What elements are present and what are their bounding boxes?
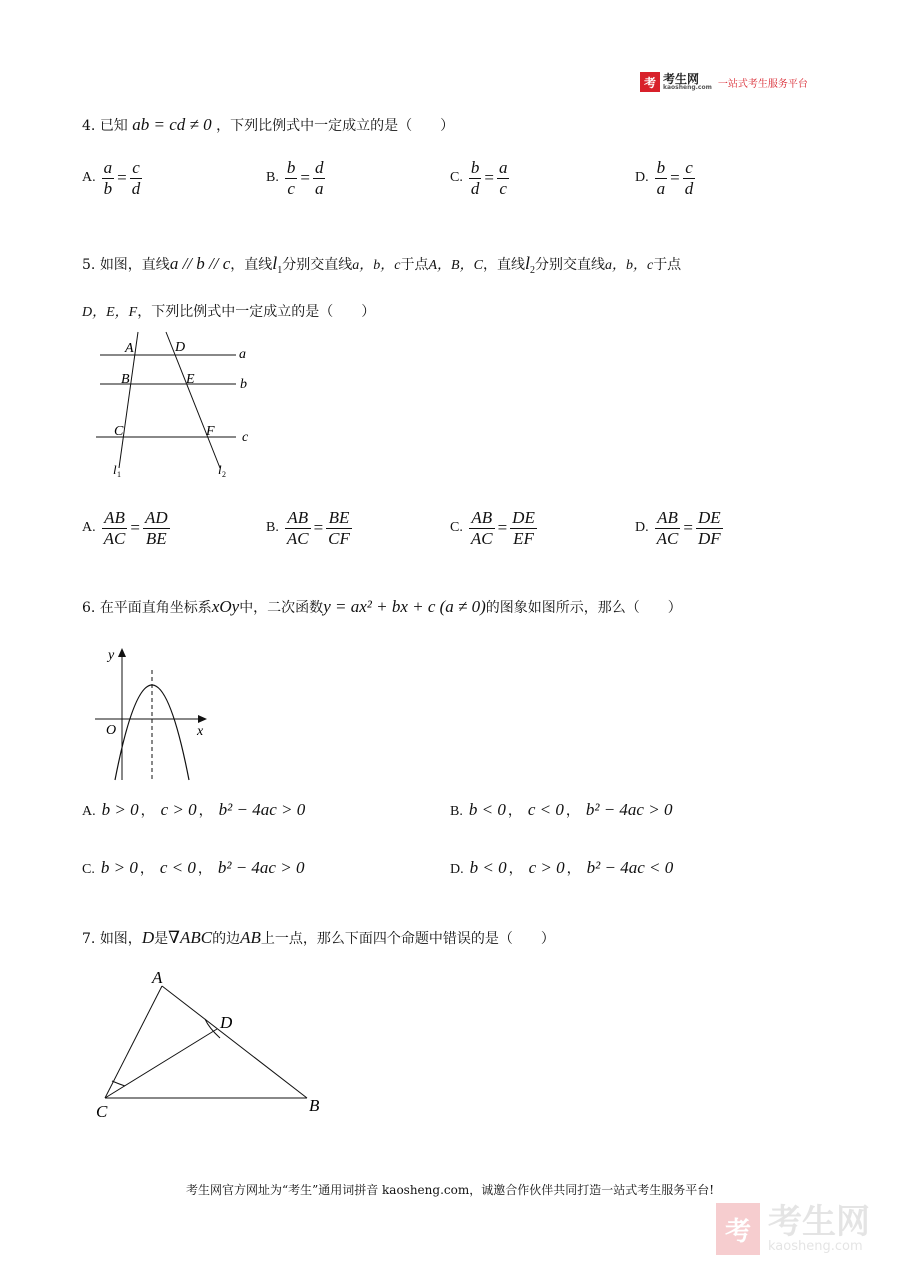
numerator: a xyxy=(103,158,113,177)
fraction-right xyxy=(683,158,696,198)
logo-mark-icon: 考 xyxy=(640,72,660,92)
q5-text-3d: A，B，C xyxy=(428,258,483,273)
q6-figure xyxy=(90,640,215,785)
option-label: A. xyxy=(82,170,96,186)
option-label: C. xyxy=(450,520,463,536)
condition-b: b > 0 xyxy=(100,858,138,877)
fraction-right xyxy=(497,158,510,198)
numerator: AB xyxy=(469,508,495,529)
q5-label-F: F xyxy=(206,424,215,439)
q7-label-A: A xyxy=(152,968,163,987)
equals-sign: = xyxy=(117,168,127,188)
denominator: CF xyxy=(328,528,350,548)
condition-discriminant: b² − 4ac > 0 xyxy=(585,800,673,819)
denominator: AC xyxy=(103,528,126,548)
denominator: DF xyxy=(697,528,721,548)
q6-text-2: 中，二次函数 xyxy=(239,600,324,616)
q4-stem xyxy=(82,115,454,135)
numerator: DE xyxy=(697,508,721,527)
q5-label-l2: l xyxy=(218,462,222,477)
numerator: b xyxy=(286,158,296,177)
q6-y-arrow-icon xyxy=(118,648,126,657)
denominator: c xyxy=(499,178,507,198)
option-d xyxy=(635,508,723,548)
equals-sign: = xyxy=(497,518,508,538)
option-label: A. xyxy=(82,520,96,536)
option-d xyxy=(635,158,695,198)
option-a xyxy=(82,508,170,548)
q5-text-1: 如图，直线 xyxy=(99,257,170,273)
q7-stem xyxy=(82,928,555,948)
q5-text-3e: ，直线 xyxy=(482,257,525,273)
watermark-text xyxy=(768,1201,870,1254)
q5-stem-line1 xyxy=(82,253,681,276)
q7-figure xyxy=(88,962,338,1122)
q6-text-1: 在平面直角坐标系 xyxy=(99,600,212,616)
separator: ， xyxy=(197,861,212,877)
q5-label-l1-sub: 1 xyxy=(117,470,121,479)
option-label: D. xyxy=(635,520,649,536)
fraction-right xyxy=(326,508,352,548)
q7-point: D xyxy=(141,928,155,947)
q5-text-4c: 于点 xyxy=(653,257,682,273)
q6-label-x: x xyxy=(197,724,204,739)
numerator: a xyxy=(498,158,508,177)
q6-function: y = ax² + bx + c (a ≠ 0) xyxy=(323,597,486,616)
option-b xyxy=(266,508,352,548)
numerator: AD xyxy=(144,508,168,527)
watermark-logo xyxy=(716,1203,870,1255)
q7-text-2: 是 xyxy=(154,931,169,947)
fraction-left xyxy=(469,508,495,548)
q5-text-3: 分别交直线 xyxy=(282,257,353,273)
q7-text-3: 的边 xyxy=(212,931,241,947)
denominator: AC xyxy=(656,528,679,548)
q6-x-arrow-icon xyxy=(198,715,207,723)
q5-number: 5. xyxy=(82,257,96,273)
q5-label-B: B xyxy=(121,372,130,387)
q7-label-C: C xyxy=(96,1102,108,1121)
equals-sign: = xyxy=(683,518,693,538)
q5-points-def: D，E，F xyxy=(82,305,138,320)
logo-name: 考生网 kaosheng.com xyxy=(663,72,712,91)
denominator: AC xyxy=(470,528,493,548)
q5-label-l1: l xyxy=(113,462,117,477)
q5-label-A: A xyxy=(125,341,134,356)
logo-url: kaosheng.com xyxy=(663,84,712,91)
separator: ， xyxy=(198,803,213,819)
q5-label-a: a xyxy=(239,347,246,362)
option-label: D. xyxy=(450,862,464,877)
q7-angle-mark-C xyxy=(112,1081,125,1086)
header-logo xyxy=(640,72,808,92)
q5-line2-rest: ，下列比例式中一定成立的是（ ） xyxy=(137,304,376,320)
q5-text-4b: a，b，c xyxy=(604,258,654,273)
q7-side-AB xyxy=(162,986,307,1098)
numerator: BE xyxy=(326,508,352,529)
option-label: A. xyxy=(82,804,96,819)
fraction-left xyxy=(655,158,668,198)
condition-c: c > 0 xyxy=(160,800,197,819)
q4-number: 4. xyxy=(82,118,96,134)
denominator: a xyxy=(314,178,324,198)
q5-label-c: c xyxy=(242,430,249,445)
equals-sign: = xyxy=(670,168,680,188)
q5-label-E: E xyxy=(186,372,195,387)
fraction-right xyxy=(313,158,326,198)
numerator: AB xyxy=(655,508,681,529)
fraction-left xyxy=(285,158,298,198)
separator: ， xyxy=(565,803,580,819)
option-label: C. xyxy=(82,862,95,877)
footer-text: 考生网官方网址为“考生”通用词拼音 kaosheng.com，诚邀合作伙伴共同打造一站式考生服务平台! xyxy=(185,1183,715,1197)
q4-condition: ab = cd ≠ 0 xyxy=(132,115,212,134)
q5-parallel: a // b // c xyxy=(169,254,231,273)
q7-text-4: 上一点，那么下面四个命题中错误的是（ ） xyxy=(260,931,555,947)
q5-label-D: D xyxy=(175,340,186,355)
fraction-right xyxy=(510,508,537,548)
fraction-left xyxy=(655,508,681,548)
q6-option-c xyxy=(82,858,304,878)
condition-c: c > 0 xyxy=(528,858,565,877)
option-a xyxy=(82,158,142,198)
denominator: d xyxy=(684,178,694,198)
q5-l2: l xyxy=(524,253,530,273)
logo-slogan: 一站式考生服务平台 xyxy=(717,78,808,90)
q6-option-a xyxy=(82,800,305,820)
denominator: c xyxy=(287,178,295,198)
q6-system: xOy xyxy=(211,597,240,616)
q7-text-1: 如图， xyxy=(99,931,142,947)
option-label: B. xyxy=(450,804,463,819)
denominator: d xyxy=(131,178,141,198)
numerator: DE xyxy=(512,508,535,527)
option-label: B. xyxy=(266,520,279,536)
denominator: BE xyxy=(145,528,167,548)
q5-label-l2-sub: 2 xyxy=(222,470,226,479)
condition-b: b < 0 xyxy=(469,858,507,877)
q7-label-B: B xyxy=(309,1096,320,1115)
q5-l2-sub: 2 xyxy=(529,264,535,276)
equals-sign: = xyxy=(300,168,310,188)
numerator: AB xyxy=(102,508,128,529)
q6-number: 6. xyxy=(82,600,96,616)
equals-sign: = xyxy=(313,518,324,538)
option-b xyxy=(266,158,325,198)
q6-text-3: 的图象如图所示，那么（ ） xyxy=(485,600,682,616)
fraction-left xyxy=(285,508,311,548)
separator: ， xyxy=(507,803,522,819)
option-label: C. xyxy=(450,170,463,186)
q7-triangle: ∇ABC xyxy=(168,928,213,947)
denominator: AC xyxy=(286,528,309,548)
q5-l1-sub: 1 xyxy=(277,264,283,276)
q5-stem-line2 xyxy=(82,301,375,321)
fraction-right xyxy=(696,508,723,548)
q4-suffix: ，下列比例式中一定成立的是（ ） xyxy=(216,118,455,134)
q6-option-b xyxy=(450,800,672,820)
numerator: c xyxy=(130,158,143,179)
separator: ， xyxy=(139,861,154,877)
q5-label-b: b xyxy=(240,377,247,392)
q6-label-O: O xyxy=(106,723,117,738)
condition-c: c < 0 xyxy=(159,858,196,877)
denominator: EF xyxy=(513,528,534,548)
numerator: b xyxy=(656,158,666,177)
separator: ， xyxy=(566,861,581,877)
option-c xyxy=(450,158,509,198)
option-c xyxy=(450,508,537,548)
denominator: d xyxy=(470,178,480,198)
denominator: a xyxy=(656,178,666,198)
condition-discriminant: b² − 4ac > 0 xyxy=(218,800,306,819)
watermark-mark-icon: 考 xyxy=(716,1203,760,1255)
fraction-left xyxy=(102,158,115,198)
option-label: B. xyxy=(266,170,279,186)
numerator: c xyxy=(683,158,696,179)
separator: ， xyxy=(508,861,523,877)
q4-prefix: 已知 xyxy=(99,118,128,134)
equals-sign: = xyxy=(130,518,140,538)
condition-b: b > 0 xyxy=(101,800,139,819)
q5-label-C: C xyxy=(114,424,124,439)
separator: ， xyxy=(140,803,155,819)
q6-stem xyxy=(82,597,682,617)
q5-text-3c: 于点 xyxy=(400,257,429,273)
watermark-name: 考生网 xyxy=(768,1201,870,1242)
q6-option-d xyxy=(450,858,673,878)
condition-discriminant: b² − 4ac < 0 xyxy=(586,858,674,877)
q5-text-4: 分别交直线 xyxy=(534,257,605,273)
fraction-left xyxy=(469,158,482,198)
option-label: D. xyxy=(635,170,649,186)
q7-label-D: D xyxy=(220,1013,233,1032)
fraction-right xyxy=(143,508,170,548)
condition-discriminant: b² − 4ac > 0 xyxy=(217,858,305,877)
condition-c: c < 0 xyxy=(527,800,564,819)
numerator: AB xyxy=(285,508,311,529)
q5-figure xyxy=(88,328,258,483)
q5-l1: l xyxy=(272,253,278,273)
denominator: b xyxy=(103,178,113,198)
watermark-url: kaosheng.com xyxy=(768,1238,863,1254)
fraction-right xyxy=(130,158,143,198)
q7-segment-CD xyxy=(105,1029,217,1098)
q7-number: 7. xyxy=(82,931,96,947)
numerator: b xyxy=(470,158,480,177)
condition-b: b < 0 xyxy=(468,800,506,819)
fraction-left xyxy=(102,508,128,548)
q7-side: AB xyxy=(240,928,261,947)
equals-sign: = xyxy=(484,168,494,188)
q5-text-2: ，直线 xyxy=(230,257,273,273)
q5-text-3b: a，b，c xyxy=(352,258,401,273)
numerator: d xyxy=(314,158,324,177)
q6-label-y: y xyxy=(108,648,115,663)
